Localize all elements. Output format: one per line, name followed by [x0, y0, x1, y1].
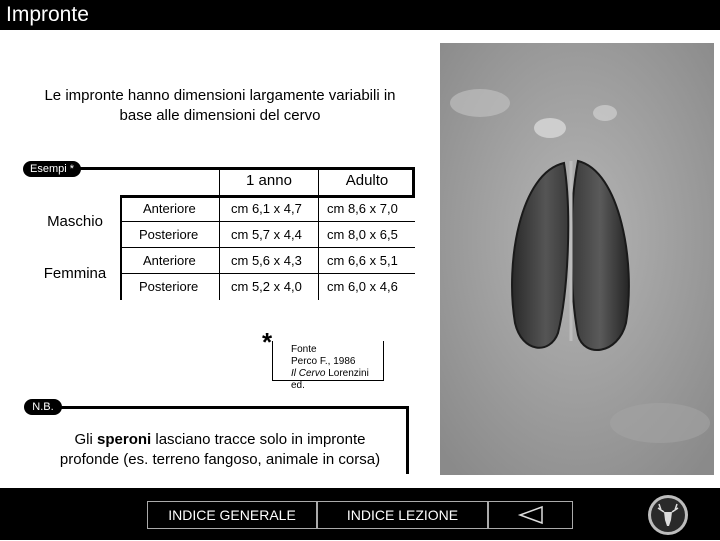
table-cell: cm 8,6 x 7,0 — [327, 201, 398, 216]
page-title: Impronte — [6, 3, 89, 26]
table-cell: cm 5,7 x 4,4 — [231, 227, 302, 242]
note-text-part: Gli — [74, 431, 98, 448]
back-triangle-icon — [516, 505, 546, 525]
source-publisher: Lorenzini ed. — [291, 368, 369, 391]
source-book-title: Il Cervo — [291, 368, 326, 379]
table-cell: cm 6,1 x 4,7 — [231, 201, 302, 216]
group-label-female: Femmina — [43, 265, 107, 282]
row-label: Posteriore — [139, 279, 199, 294]
table-cell: cm 6,6 x 5,1 — [327, 253, 398, 268]
table-cell: cm 5,2 x 4,0 — [231, 279, 302, 294]
group-label-male: Maschio — [47, 213, 103, 230]
column-header-1-year: 1 anno — [246, 172, 292, 189]
source-line: Fonte — [291, 344, 317, 355]
table-header-rule — [120, 195, 415, 198]
source-box — [272, 341, 384, 391]
table-cell: cm 5,6 x 4,3 — [231, 253, 302, 268]
index-general-button[interactable]: INDICE GENERALE — [147, 501, 317, 529]
table-cell: cm 8,0 x 6,5 — [327, 227, 398, 242]
row-divider — [122, 247, 415, 248]
hoofprint-image — [440, 43, 714, 475]
row-divider — [122, 221, 415, 222]
source-line: Perco F., 1986 — [291, 356, 356, 367]
deer-head-logo[interactable] — [647, 494, 689, 536]
column-header-adult: Adulto — [345, 172, 389, 189]
deer-head-icon — [647, 494, 689, 536]
index-lesson-button[interactable]: INDICE LEZIONE — [317, 501, 488, 529]
row-label: Posteriore — [139, 227, 199, 242]
row-divider — [122, 273, 415, 274]
table-cell: cm 6,0 x 4,6 — [327, 279, 398, 294]
note-badge: N.B. — [24, 399, 62, 415]
hoofprint-photo — [440, 43, 714, 475]
table-column-divider — [318, 170, 319, 300]
back-button[interactable] — [488, 501, 573, 529]
note-text — [45, 430, 395, 470]
note-text-bold: speroni — [97, 431, 152, 448]
table-left-rule — [120, 197, 122, 300]
row-label: Anteriore — [143, 201, 196, 216]
table-top-rule — [80, 167, 415, 170]
source-asterisk: * — [262, 327, 273, 357]
row-label: Anteriore — [143, 253, 196, 268]
examples-badge: Esempi * — [23, 161, 81, 177]
source-line — [291, 368, 383, 392]
note-text-part: lasciano tracce solo in impronte profonde (es. terreno fangoso, animale in corsa) — [59, 431, 381, 468]
intro-text: Le impronte hanno dimensioni largamente variabili in base alle dimensioni del cervo — [44, 87, 396, 124]
title-bar — [0, 0, 720, 30]
table-column-divider — [219, 170, 220, 300]
